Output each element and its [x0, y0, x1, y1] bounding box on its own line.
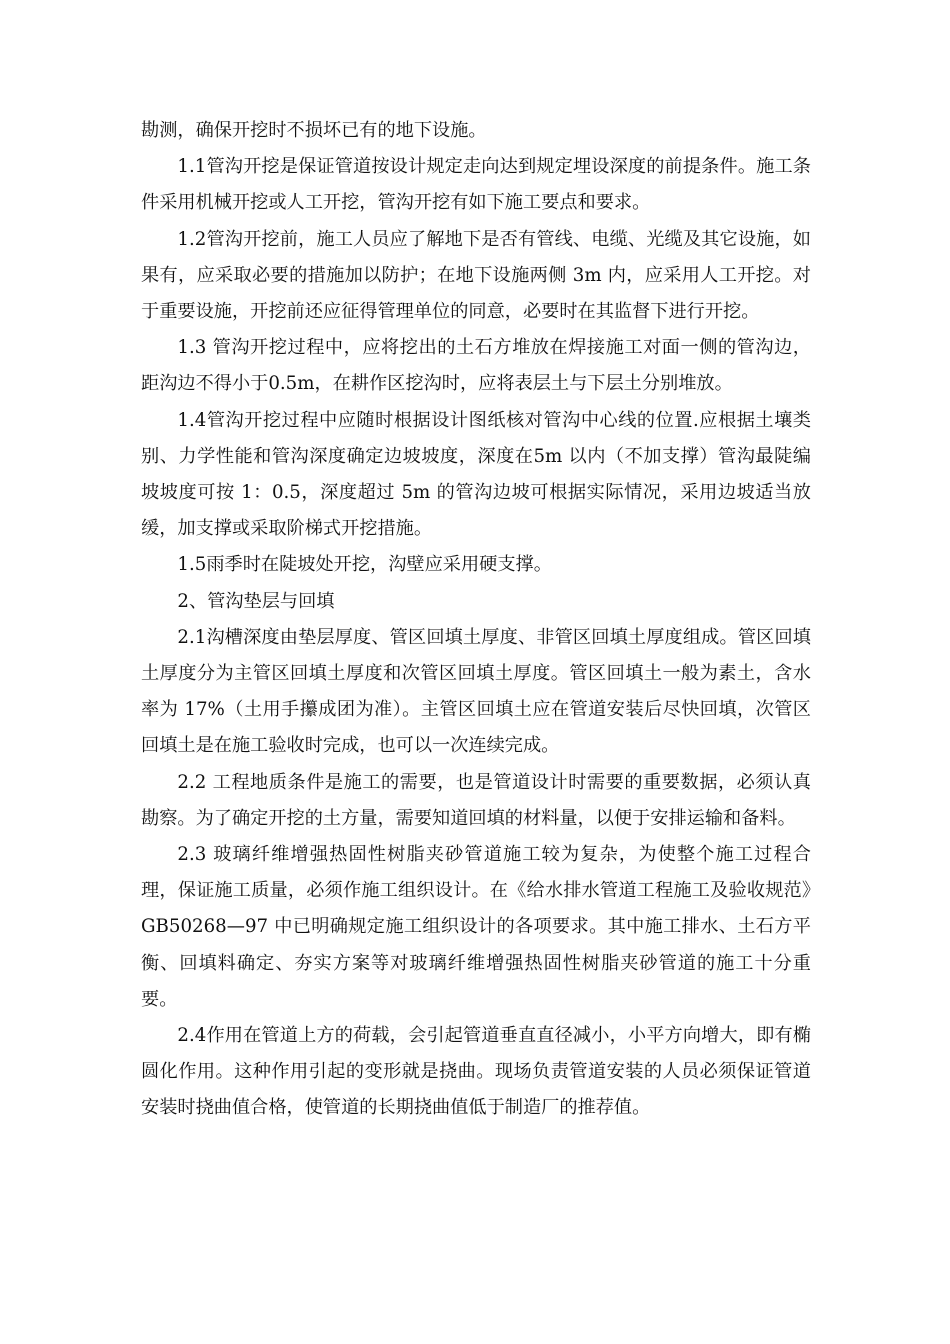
paragraph-1-2: 1.2管沟开挖前，施工人员应了解地下是否有管线、电缆、光缆及其它设施，如果有，应采取必要的措施加以防护；在地下设施两侧 3m 内，应采用人工开挖。对于重要设施，开挖前还应征得管理单位的同意，必要时在其监督下进行开挖。: [141, 228, 811, 323]
section-heading-2: 2、管沟垫层与回填: [177, 590, 335, 612]
document-body: [141, 113, 811, 1127]
paragraph-2-2: 2.2 工程地质条件是施工的需要，也是管道设计时需要的重要数据，必须认真勘察。为了确定开挖的土方量，需要知道回填的材料量，以便于安排运输和备料。: [141, 771, 811, 829]
paragraph-1-4: 1.4管沟开挖过程中应随时根据设计图纸核对管沟中心线的位置.应根据土壤类别、力学性能和管沟深度确定边坡坡度，深度在5m 以内（不加支撑）管沟最陡编坡坡度可按 1：0.5，深度超过 5m 的管沟边坡可根据实际情况，采用边坡适当放缓，加支撑或采取阶梯式开挖措施。: [141, 409, 811, 540]
paragraph-1-3: 1.3 管沟开挖过程中，应将挖出的土石方堆放在焊接施工对面一侧的管沟边，距沟边不得小于0.5m，在耕作区挖沟时，应将表层土与下层土分别堆放。: [141, 337, 811, 395]
paragraph-2-1: 2.1沟槽深度由垫层厚度、管区回填土厚度、非管区回填土厚度组成。管区回填土厚度分为主管区回填土厚度和次管区回填土厚度。管区回填土一般为素土，含水率为 17%（土用手攥成团为准）。主管区回填土应在管道安装后尽快回填，次管区回填土是在施工验收时完成，也可以一次连续完成。: [141, 626, 811, 757]
paragraph-continuation: 勘测，确保开挖时不损坏已有的地下设施。: [141, 120, 487, 141]
paragraph-2-4: 2.4作用在管道上方的荷载，会引起管道垂直直径减小，小平方向增大，即有椭圆化作用。这种作用引起的变形就是挠曲。现场负责管道安装的人员必须保证管道安装时挠曲值合格，使管道的长期挠曲值低于制造厂的推荐值。: [141, 1025, 811, 1119]
paragraph-1-1: 1.1管沟开挖是保证管道按设计规定走向达到规定埋设深度的前提条件。施工条件采用机械开挖或人工开挖，管沟开挖有如下施工要点和要求。: [141, 156, 811, 214]
paragraph-2-3: 2.3 玻璃纤维增强热固性树脂夹砂管道施工较为复杂，为使整个施工过程合理，保证施工质量，必须作施工组织设计。在《给水排水管道工程施工及验收规范》GB50268—97 中已明确规定施工组织设计的各项要求。其中施工排水、土石方平衡、回填料确定、夯实方案等对玻璃纤维增强热固性树脂夹砂管道的施工十分重要。: [141, 844, 811, 1010]
paragraph-1-5: 1.5雨季时在陡坡处开挖，沟壁应采用硬支撑。: [177, 554, 552, 576]
